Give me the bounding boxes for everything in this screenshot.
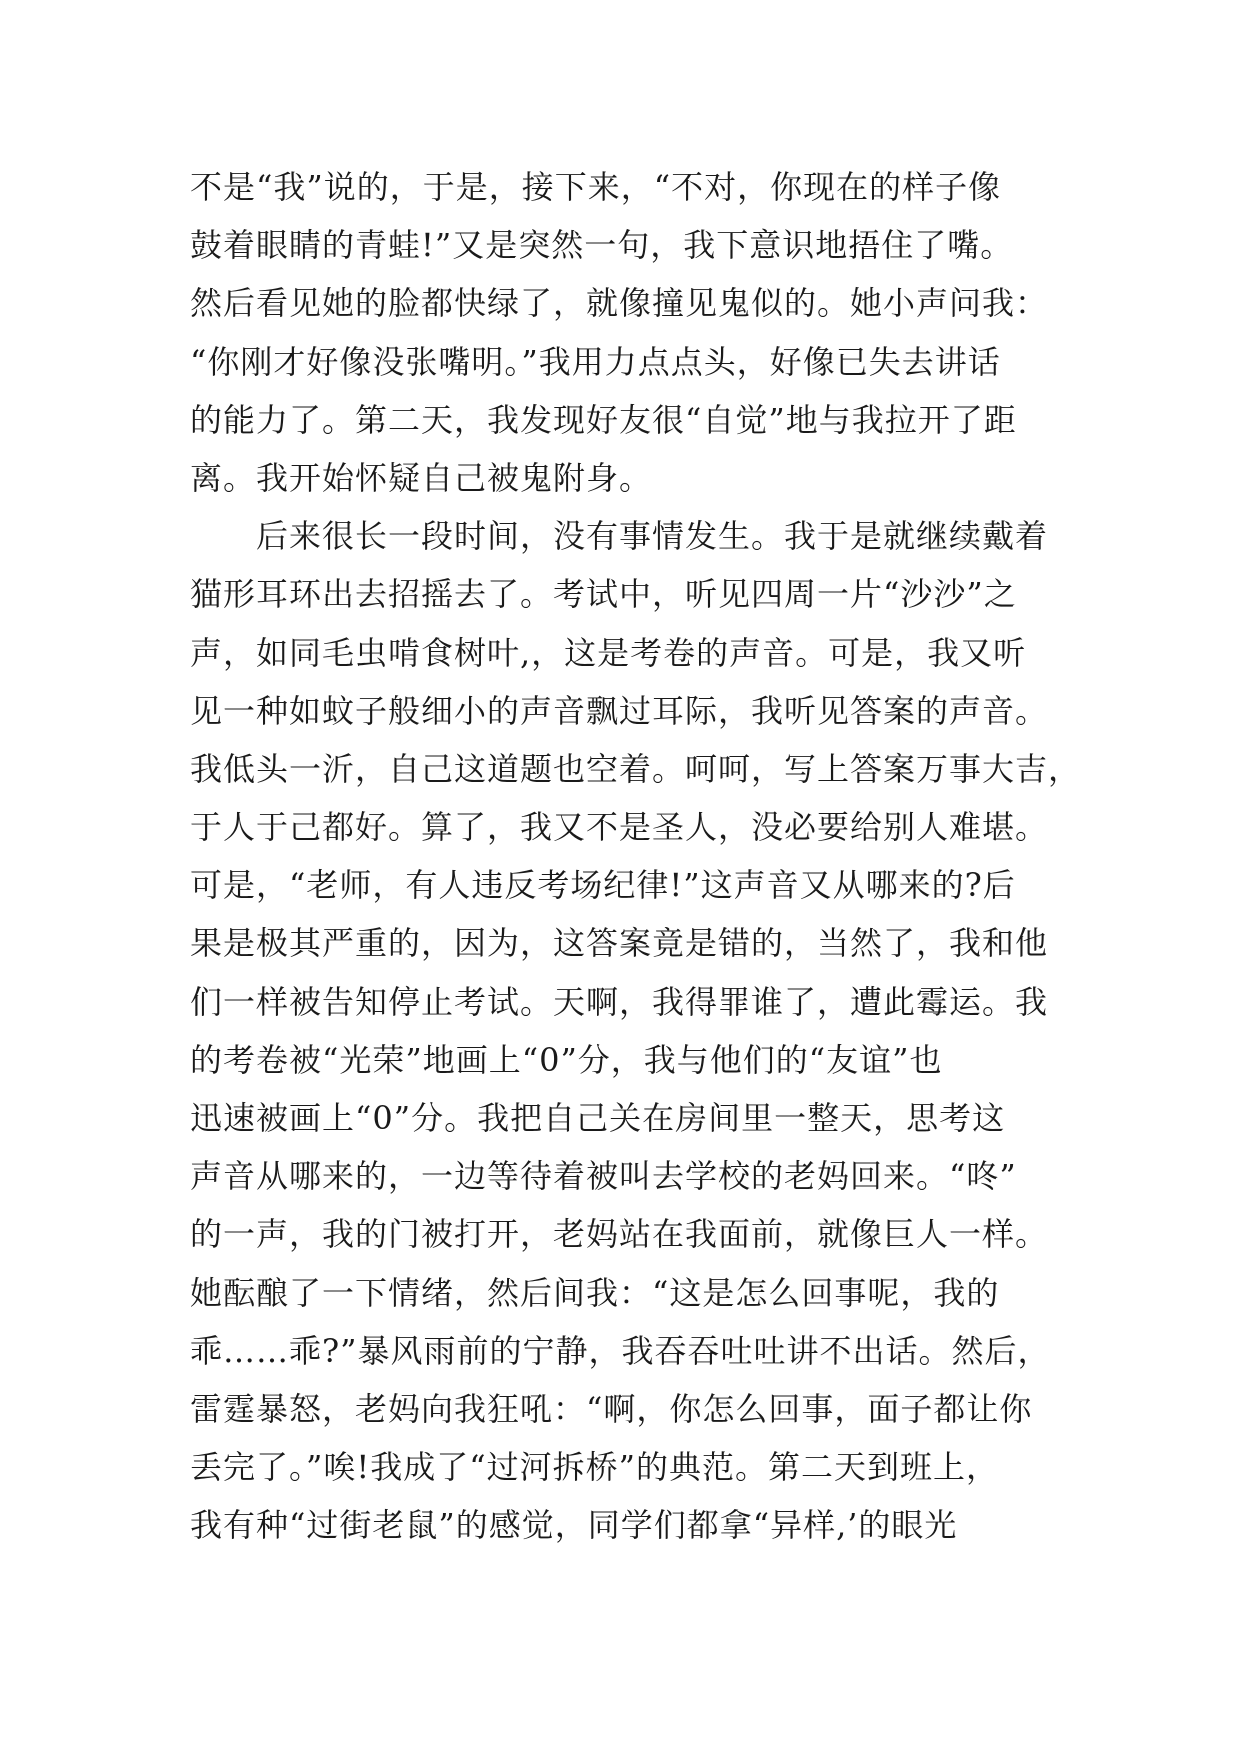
text-line: 于人于己都好。算了，我又不是圣人，没必要给别人难堪。: [190, 808, 1049, 847]
text-line: 可是，“老师，有人违反考场纪律!”这声音又从哪来的?后: [190, 866, 1016, 905]
text-line: 见一种如蚊子般细小的声音飘过耳际，我听见答案的声音。: [190, 691, 1049, 730]
text-line: 然后看见她的脸都快绿了，就像撞见鬼似的。她小声问我：: [190, 284, 1049, 323]
text-line: 们一样被告知停止考试。天啊，我得罪谁了，遭此霉运。我: [190, 982, 1049, 1021]
text-line: 不是“我”说的，于是，接下来，“不对，你现在的样子像: [190, 168, 1002, 206]
text-line: 的考卷被“光荣”地画上“0”分，我与他们的“友谊”也: [190, 1040, 943, 1079]
text-line: 猫形耳环出去招摇去了。考试中，听见四周一片“沙沙”之: [190, 575, 1017, 614]
text-line: 的一声，我的门被打开，老妈站在我面前，就像巨人一样。: [190, 1215, 1049, 1254]
text-line: 后来很长一段时间，没有事情发生。我于是就继续戴着: [190, 517, 1049, 556]
text-line: 声，如同毛虫啃食树叶,，这是考卷的声音。可是，我又听: [190, 633, 1027, 672]
text-line: “你刚才好像没张嘴明。”我用力点点头，好像已失去讲话: [190, 342, 1001, 381]
text-line: 迅速被画上“0”分。我把自己关在房间里一整天，思考这: [190, 1099, 1006, 1137]
text-line: 声音从哪来的，一边等待着被叫去学校的老妈回来。“咚”: [190, 1157, 1017, 1196]
text-line: 我有种“过街老鼠”的感觉，同学们都拿“异样,’的眼光: [190, 1506, 958, 1545]
text-line: 丢完了。”唉!我成了“过河拆桥”的典范。第二天到班上，: [190, 1448, 999, 1487]
text-line: 鼓着眼睛的青蛙!”又是突然一句，我下意识地捂住了嘴。: [190, 226, 1014, 265]
text-line: 雷霆暴怒，老妈向我狂吼：“啊，你怎么回事，面子都让你: [190, 1389, 1033, 1428]
text-line: 乖……乖?”暴风雨前的宁静，我吞吞吐吐讲不出话。然后，: [190, 1331, 1051, 1370]
text-line: 我低头一沂，自己这道题也空着。呵呵，写上答案万事大吉，: [190, 749, 1082, 788]
text-line: 果是极其严重的，因为，这答案竟是错的，当然了，我和他: [190, 924, 1049, 963]
body-text: [190, 158, 1082, 1555]
text-line: 她酝酿了一下情绪，然后间我：“这是怎么回事呢，我的: [190, 1273, 1000, 1312]
text-line: 离。我开始怀疑自己被鬼附身。: [190, 458, 653, 497]
text-line: 的能力了。第二天，我发现好友很“自觉”地与我拉开了距: [190, 400, 1017, 439]
